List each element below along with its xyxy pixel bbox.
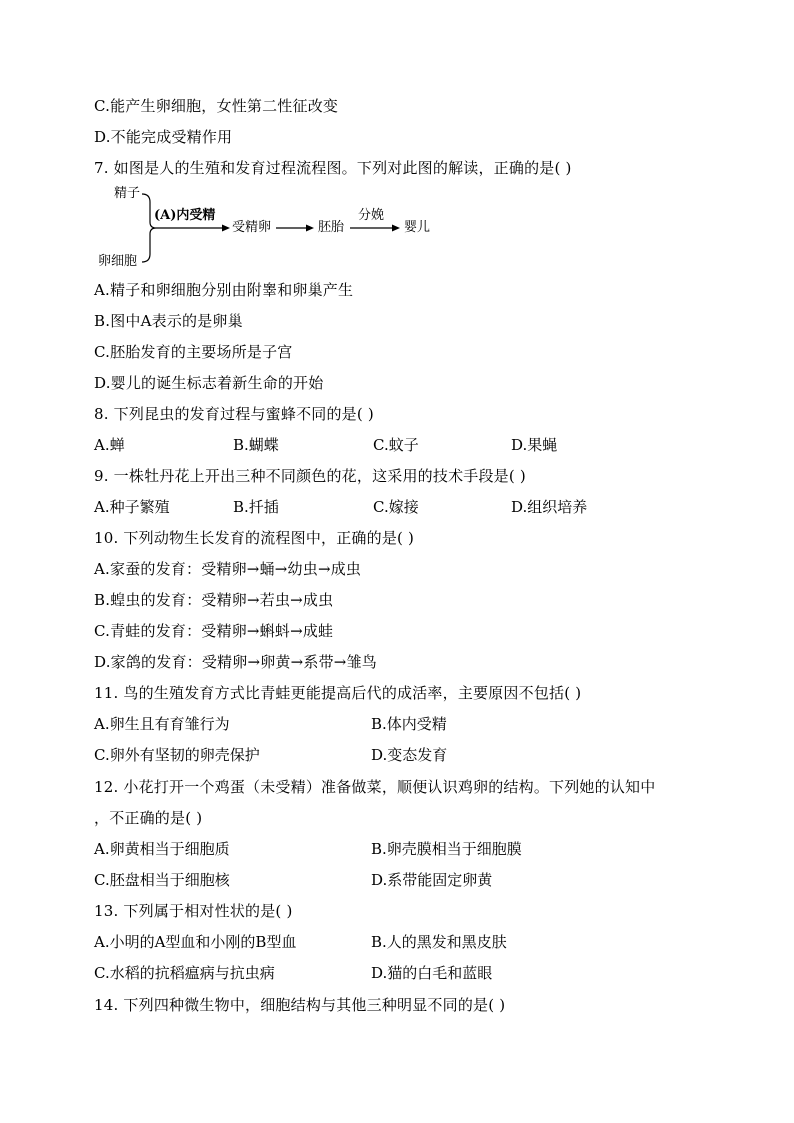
embryo-label: 胚胎: [318, 220, 345, 235]
q8-option-a: A.蝉: [94, 436, 125, 454]
arrowhead-1: [222, 225, 230, 232]
q8-option-d: D.果蝇: [511, 436, 558, 454]
q12-stem-continued: ，不正确的是( ): [94, 809, 203, 827]
q7-stem: 7. 如图是人的生殖和发育过程流程图。下列对此图的解读，正确的是( ): [94, 159, 572, 177]
q11-stem: 11. 鸟的生殖发育方式比青蛙更能提高后代的成活率，主要原因不包括( ): [94, 684, 582, 702]
q8-option-c: C.蚊子: [373, 436, 419, 454]
q7-option-a: A.精子和卵细胞分别由附睾和卵巢产生: [94, 281, 354, 299]
q7-option-b: B.图中A表示的是卵巢: [94, 312, 243, 330]
q10-option-b: B.蝗虫的发育：受精卵→若虫→成虫: [94, 591, 334, 609]
q10-option-c: C.青蛙的发育：受精卵→蝌蚪→成蛙: [94, 622, 334, 640]
q8-stem: 8. 下列昆虫的发育过程与蜜蜂不同的是( ): [94, 405, 374, 423]
q12-option-a: A.卵黄相当于细胞质: [94, 840, 230, 858]
arrowhead-2: [306, 225, 314, 232]
q13-stem: 13. 下列属于相对性状的是( ): [94, 902, 293, 920]
fertilization-label: (A)内受精: [154, 208, 216, 223]
zygote-label: 受精卵: [232, 220, 272, 235]
q14-stem: 14. 下列四种微生物中，细胞结构与其他三种明显不同的是( ): [94, 996, 506, 1014]
q9-option-c: C.嫁接: [373, 498, 419, 516]
flow-diagram-lines: [94, 184, 454, 274]
q7-option-d: D.婴儿的诞生标志着新生命的开始: [94, 374, 324, 392]
q9-stem: 9. 一株牡丹花上开出三种不同颜色的花，这采用的技术手段是( ): [94, 467, 526, 485]
baby-label: 婴儿: [404, 220, 431, 235]
q13-option-c: C.水稻的抗稻瘟病与抗虫病: [94, 964, 275, 982]
q9-option-d: D.组织培养: [511, 498, 588, 516]
q6-option-c: C.能产生卵细胞，女性第二性征改变: [94, 97, 339, 115]
q7-option-c: C.胚胎发育的主要场所是子宫: [94, 343, 293, 361]
q11-option-d: D.变态发育: [371, 746, 448, 764]
q12-stem: 12. 小花打开一个鸡蛋（未受精）准备做菜，顺便认识鸡卵的结构。下列她的认知中: [94, 778, 656, 796]
q13-option-d: D.猫的白毛和蓝眼: [371, 964, 493, 982]
q9-option-b: B.扦插: [233, 498, 279, 516]
q10-option-a: A.家蚕的发育：受精卵→蛹→幼虫→成虫: [94, 560, 362, 578]
q13-option-a: A.小明的A型血和小刚的B型血: [94, 933, 297, 951]
delivery-label: 分娩: [358, 208, 385, 223]
bracket-shape: [142, 194, 156, 262]
q12-option-c: C.胚盘相当于细胞核: [94, 871, 230, 889]
q11-option-a: A.卵生且有育雏行为: [94, 715, 230, 733]
q9-option-a: A.种子繁殖: [94, 498, 170, 516]
sperm-label: 精子: [114, 186, 141, 201]
q12-option-b: B.卵壳膜相当于细胞膜: [371, 840, 522, 858]
q12-option-d: D.系带能固定卵黄: [371, 871, 493, 889]
q10-option-d: D.家鸽的发育：受精卵→卵黄→系带→雏鸟: [94, 653, 377, 671]
q10-stem: 10. 下列动物生长发育的流程图中，正确的是( ): [94, 529, 415, 547]
q13-option-b: B.人的黑发和黑皮肤: [371, 933, 507, 951]
q11-option-b: B.体内受精: [371, 715, 447, 733]
q8-option-b: B.蝴蝶: [233, 436, 279, 454]
arrowhead-3: [392, 225, 400, 232]
egg-label: 卵细胞: [98, 254, 138, 269]
q6-option-d: D.不能完成受精作用: [94, 128, 233, 146]
q11-option-c: C.卵外有坚韧的卵壳保护: [94, 746, 260, 764]
reproduction-flow-diagram: [94, 184, 454, 274]
